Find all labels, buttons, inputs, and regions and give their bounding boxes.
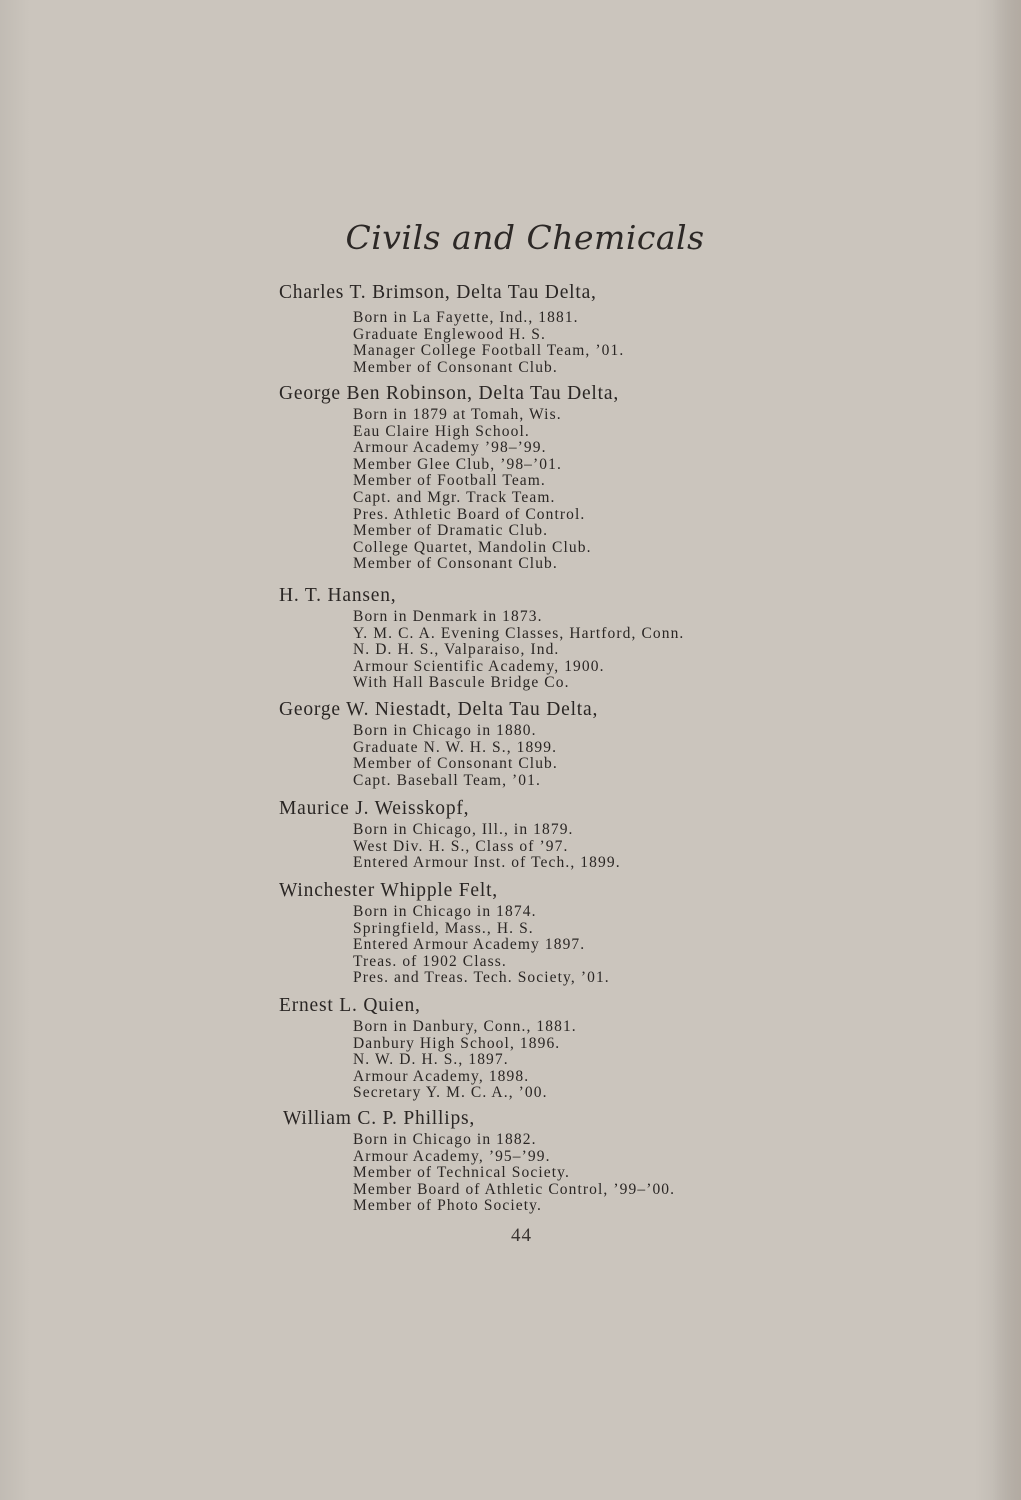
page-number: 44 [511,1225,532,1246]
entry-line: Member of Technical Society. [353,1164,570,1182]
entry-name: William C. P. Phillips, [283,1108,476,1129]
entry-line: Member of Consonant Club. [353,555,558,573]
entry-line: Member of Photo Society. [353,1197,542,1215]
entry-quien [279,993,939,1102]
entry-line: Member of Consonant Club. [353,755,558,773]
entry-line: N. D. H. S., Valparaiso, Ind. [353,641,560,659]
entry-line: Treas. of 1902 Class. [353,952,507,970]
entry-line: Armour Scientific Academy, 1900. [353,657,605,675]
entry-line: Eau Claire High School. [353,422,530,440]
entry-line: Capt. and Mgr. Track Team. [353,488,556,506]
entry-phillips [279,1106,939,1215]
entry-details [279,310,939,376]
page-title: Civils and Chemicals [345,218,705,257]
entry-line: With Hall Bascule Bridge Co. [353,674,570,692]
entry-line: Y. M. C. A. Evening Classes, Hartford, Conn. [353,624,685,642]
entry-name: Maurice J. Weisskopf, [279,798,470,819]
entry-line: Armour Academy, 1898. [353,1067,530,1085]
entry-line: Armour Academy ’98–’99. [353,439,547,457]
entry-line: Member of Consonant Club. [353,358,558,376]
entry-niestadt [279,697,939,789]
entry-line: Danbury High School, 1896. [353,1034,561,1052]
entry-line: West Div. H. S., Class of ’97. [353,837,569,855]
entry-details [279,1019,939,1102]
entry-details [279,723,939,789]
entry-name: Winchester Whipple Felt, [279,880,498,901]
entry-line: Entered Armour Academy 1897. [353,936,586,954]
entry-name: George Ben Robinson, Delta Tau Delta, [279,383,619,404]
entry-line: Born in Denmark in 1873. [353,608,543,625]
entry-line: Born in La Fayette, Ind., 1881. [353,309,579,326]
entry-details [279,609,939,692]
entry-line: Capt. Baseball Team, ’01. [353,771,541,789]
entry-line: College Quartet, Mandolin Club. [353,538,592,556]
entry-line: Member of Dramatic Club. [353,522,549,540]
entry-line: Born in Chicago, Ill., in 1879. [353,821,574,838]
entry-details [279,904,939,987]
entry-line: Born in Danbury, Conn., 1881. [353,1018,577,1035]
entry-line: Member Board of Athletic Control, ’99–’00. [353,1180,676,1198]
entry-line: Born in Chicago in 1882. [353,1131,537,1148]
entry-line: Born in Chicago in 1874. [353,903,537,920]
entry-line: Graduate N. W. H. S., 1899. [353,738,558,756]
entry-line: Born in 1879 at Tomah, Wis. [353,406,562,423]
entry-name: Ernest L. Quien, [279,995,421,1016]
entry-line: Born in Chicago in 1880. [353,722,537,739]
entry-line: Member of Football Team. [353,472,546,490]
entry-brimson [279,280,939,376]
entry-line: Member Glee Club, ’98–’01. [353,455,562,473]
entry-weisskopf [279,796,939,872]
entry-hansen [279,583,939,692]
entry-details [279,1132,939,1215]
entry-line: Manager College Football Team, ’01. [353,342,625,360]
entry-line: Armour Academy, ’95–’99. [353,1147,551,1165]
entry-line: Entered Armour Inst. of Tech., 1899. [353,854,621,872]
entry-details [279,407,939,573]
entry-line: Springfield, Mass., H. S. [353,919,534,937]
entry-line: Pres. Athletic Board of Control. [353,505,586,523]
entry-line: N. W. D. H. S., 1897. [353,1051,509,1069]
entry-name: Charles T. Brimson, Delta Tau Delta, [279,282,597,303]
entry-name: George W. Niestadt, Delta Tau Delta, [279,699,599,720]
entry-name: H. T. Hansen, [279,585,397,606]
entry-line: Graduate Englewood H. S. [353,325,546,343]
entry-line: Secretary Y. M. C. A., ’00. [353,1084,548,1102]
entry-robinson [279,381,939,573]
entry-details [279,822,939,872]
entry-line: Pres. and Treas. Tech. Society, ’01. [353,969,610,987]
entry-felt [279,878,939,987]
